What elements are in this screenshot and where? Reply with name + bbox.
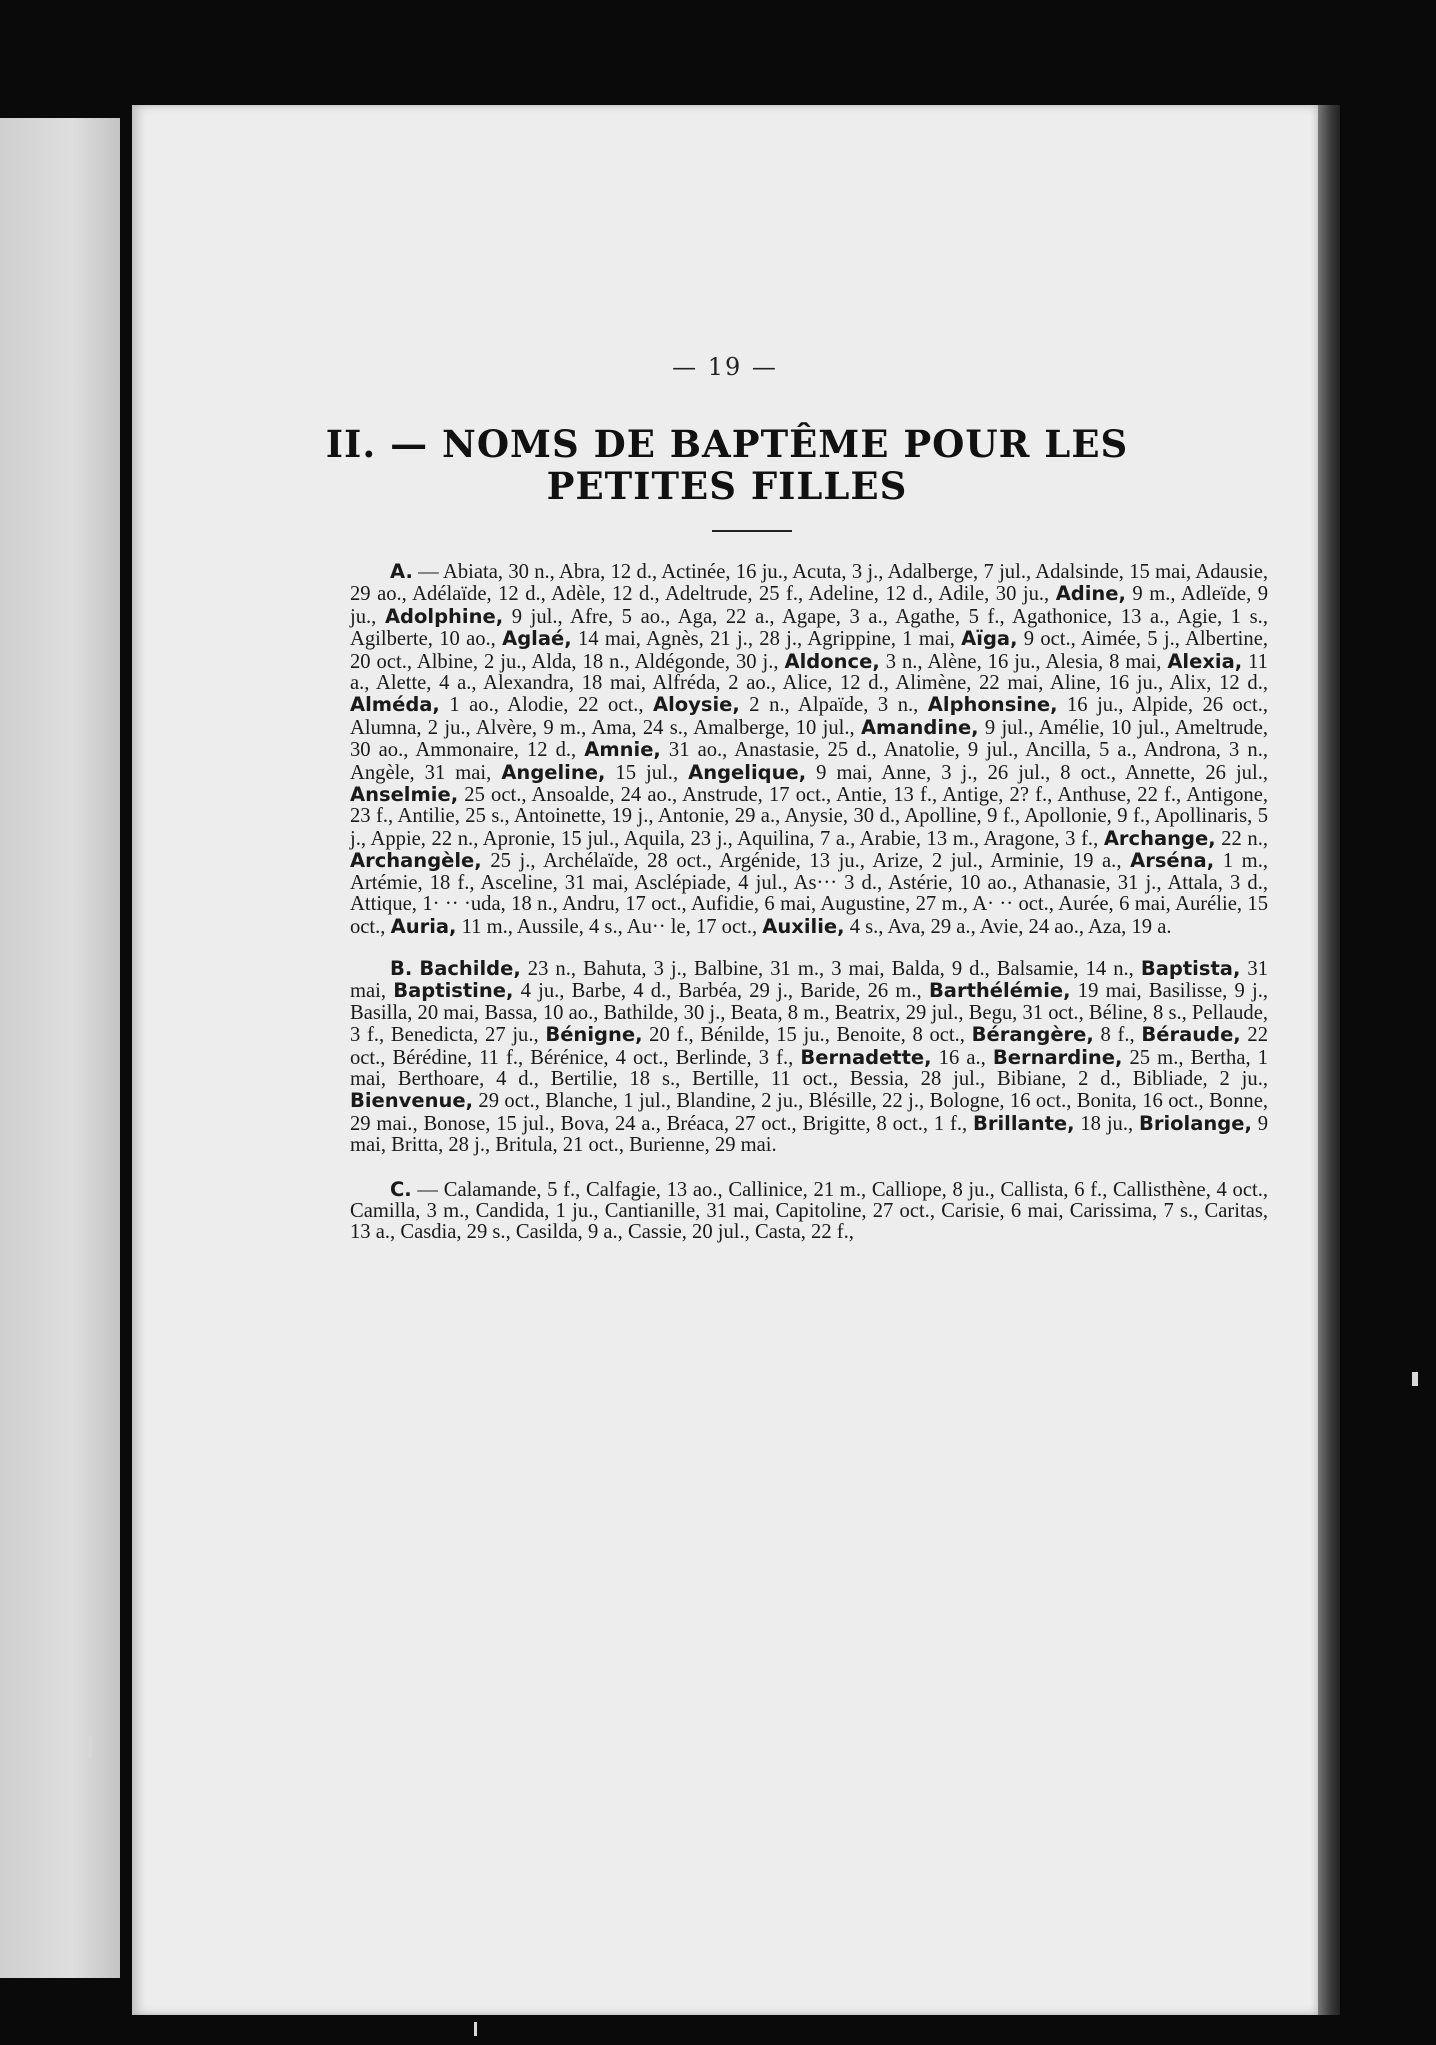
highlighted-name: Archangèle,: [350, 849, 482, 873]
highlighted-name: Briolange,: [1138, 1111, 1252, 1135]
highlighted-name: Auxilie,: [762, 914, 845, 938]
highlighted-name: Alméda,: [350, 693, 440, 717]
highlighted-name: Baptistine,: [393, 979, 514, 1003]
entry-text: 22 oct., Bérédine, 11 f., Bérénice, 4 oct., Berlinde, 3 f.,: [350, 1024, 1268, 1069]
entry-text: 9 jul., Afre, 5 ao., Aga, 22 a., Agape, 3 a., Agathe, 5 f., Agathonice, 13 a., Agie, 1 s., Agilberte, 10 ao.,: [350, 605, 1268, 651]
section-letter: C.: [390, 1177, 412, 1201]
highlighted-name: Amandine,: [860, 715, 979, 739]
entry-text: 4 s., Ava, 29 a., Avie, 24 ao., Aza, 19 a.: [844, 915, 1172, 938]
entry-text: 9 jul., Amélie, 10 jul., Ameltrude, 30 ao., Ammonaire, 12 d.,: [350, 716, 1268, 762]
highlighted-name: Baptista,: [1140, 956, 1241, 980]
entry-text: 25 oct., Ansoalde, 24 ao., Anstrude, 17 oct., Antie, 13 f., Antige, 2? f., Anthuse, 22 f., Antigone, 23 f., Antilie, 25 s., Antoinette, 19 j., Antonie, 29 a., Anysie, 30 d., Apolline, 9 f., Apollonie, 9 f., Apollinaris, 5 j., Appie, 22 n., Apronie, 15 jul., Aquila, 23 j., Aquilina, 7 a., Arabie, 13 m., Aragone, 3 f.,: [350, 784, 1268, 850]
highlighted-name: Béraude,: [1141, 1023, 1241, 1047]
highlighted-name: Aldonce,: [784, 649, 880, 673]
entry-text: 18 ju.,: [1074, 1112, 1139, 1135]
entry-text: 9 m., Adleïde, 9 ju.,: [350, 583, 1268, 628]
highlighted-name: Bernardine,: [992, 1045, 1123, 1069]
entry-text: 1 m., Artémie, 18 f., Asceline, 31 mai, Asclépiade, 4 jul., As··· 3 d., Astérie, 10 ao., Athanasie, 31 j., Attala, 3 d., Attique, 1· ·· ·uda, 18 n., Andru, 17 oct., Aufidie, 6 mai, Augustine, 27 m., A· ·· oct., Aurée, 6 mai, Aurélie, 15 oct.,: [350, 850, 1268, 938]
facing-page-edge: [0, 118, 120, 1978]
entry-text: 29 oct., Blanche, 1 jul., Blandine, 2 ju., Blésille, 22 j., Bologne, 16 oct., Bonita, 16 oct., Bonne, 29 mai., Bonose, 15 jul., Bova, 24 a., Bréaca, 27 oct., Brigitte, 8 oct., 1 f.,: [350, 1090, 1268, 1135]
highlighted-name: Adine,: [1055, 582, 1126, 606]
section-lead: —: [411, 1178, 444, 1201]
highlighted-name: Alexia,: [1167, 649, 1243, 673]
entry-text: 16 ju., Alpide, 26 oct., Alumna, 2 ju., Alvère, 9 m., Ama, 24 s., Amalberge, 10 jul.,: [350, 694, 1269, 739]
entry-text: 1 ao., Alodie, 22 oct.,: [439, 694, 653, 717]
section-c: [350, 1179, 1268, 1244]
highlighted-name: Archange,: [1103, 826, 1216, 850]
entry-text: 9 mai, Anne, 3 j., 26 jul., 8 oct., Annette, 26 jul.,: [806, 761, 1268, 784]
highlighted-name: Auria,: [390, 914, 457, 938]
highlighted-name: Aïga,: [961, 627, 1018, 651]
highlighted-name: Bénigne,: [545, 1023, 643, 1047]
entry-text: 8 f.,: [1093, 1024, 1142, 1047]
scan-speck: [474, 2022, 477, 2036]
section-b: [350, 958, 1268, 1157]
entry-text: 25 m., Bertha, 1 mai, Berthoare, 4 d., Bertilie, 18 s., Bertille, 11 oct., Bessia, 28 jul., Bibiane, 2 d., Bibliade, 2 ju.,: [350, 1046, 1268, 1090]
entry-text: 3 n., Alène, 16 ju., Alesia, 8 mai,: [879, 650, 1168, 673]
highlighted-name: Arséna,: [1130, 849, 1215, 873]
entry-text: 9 mai, Britta, 28 j., Britula, 21 oct., Burienne, 29 mai.: [350, 1112, 1268, 1157]
entry-text: Abiata, 30 n., Abra, 12 d., Actinée, 16 ju., Acuta, 3 j., Adalberge, 7 jul., Adalsinde, 15 mai, Adausie, 29 ao., Adélaïde, 12 d., Adèle, 12 d., Adeltrude, 25 f., Adeline, 12 d., Adile, 30 ju.,: [350, 561, 1268, 606]
entry-text: 31 ao., Anastasie, 25 d., Anatolie, 9 jul., Ancilla, 5 a., Androna, 3 n., Angèle, 31 mai,: [350, 739, 1268, 784]
scan-speck: [1412, 1372, 1418, 1386]
entry-text: 22 n.,: [1215, 827, 1269, 850]
highlighted-name: Bérangère,: [971, 1023, 1094, 1047]
highlighted-name: Bienvenue,: [350, 1089, 473, 1113]
highlighted-name: Aglaé,: [502, 627, 572, 651]
entry-text: 25 j., Archélaïde, 28 oct., Argénide, 13 ju., Arize, 2 jul., Arminie, 19 a.,: [481, 850, 1131, 873]
section-lead: —: [412, 561, 443, 583]
book-page: [132, 105, 1318, 2015]
highlighted-name: Angelique,: [688, 760, 807, 784]
entry-text: 15 jul.,: [605, 761, 689, 784]
entry-text: 14 mai, Agnès, 21 j., 28 j., Agrippine, 1 mai,: [571, 628, 962, 651]
entry-text: 2 n., Alpaïde, 3 n.,: [739, 694, 928, 717]
page-number: — 19 —: [672, 353, 778, 381]
section-letter: B.: [390, 956, 413, 980]
entry-text: 23 n., Bahuta, 3 j., Balbine, 31 m., 3 mai, Balda, 9 d., Balsamie, 14 n.,: [520, 957, 1141, 980]
highlighted-name: Angeline,: [501, 760, 606, 784]
scan-speck: [88, 1736, 92, 1758]
highlighted-name: Bachilde,: [419, 956, 521, 980]
entry-text: 19 mai, Basilisse, 9 j., Basilla, 20 mai, Bassa, 10 ao., Bathilde, 30 j., Beata, 8 m., Beatrix, 29 jul., Begu, 31 oct., Béline, 8 s., Pellaude, 3 f., Benedicta, 27 ju.,: [350, 980, 1268, 1047]
section-a: [350, 561, 1268, 938]
entry-text: 11 m., Aussile, 4 s., Au·· le, 17 oct.,: [456, 915, 763, 938]
entry-text: 31 mai,: [350, 957, 1268, 1003]
section-letter: A.: [390, 560, 413, 583]
entry-text: 20 f., Bénilde, 15 ju., Benoite, 8 oct.,: [642, 1024, 972, 1047]
highlighted-name: Barthélémie,: [928, 979, 1071, 1003]
heading-divider: [712, 530, 792, 532]
entry-text: 4 ju., Barbe, 4 d., Barbéa, 29 j., Baride, 26 m.,: [513, 980, 929, 1003]
entry-text: 9 oct., Aimée, 5 j., Albertine, 20 oct., Albine, 2 ju., Alda, 18 n., Aldégonde, 30 j.,: [350, 628, 1268, 673]
highlighted-name: Amnie,: [584, 738, 661, 762]
highlighted-name: Anselmie,: [350, 783, 459, 807]
highlighted-name: Alphonsine,: [927, 693, 1058, 717]
highlighted-name: Brillante,: [973, 1111, 1075, 1135]
chapter-heading: [312, 423, 1142, 507]
highlighted-name: Adolphine,: [384, 604, 504, 628]
chapter-heading-line-1: II. — NOMS DE BAPTÊME POUR LES: [325, 422, 1129, 466]
entry-text: 11 a., Alette, 4 a., Alexandra, 18 mai, Alfréda, 2 ao., Alice, 12 d., Alimène, 22 mai, Aline, 16 ju., Alix, 12 d.,: [350, 650, 1268, 695]
highlighted-name: Bernadette,: [800, 1045, 932, 1069]
chapter-heading-line-2: PETITES FILLES: [546, 464, 908, 508]
entry-text: 16 a.,: [931, 1046, 993, 1069]
highlighted-name: Aloysie,: [653, 693, 740, 717]
entry-text: Calamande, 5 f., Calfagie, 13 ao., Callinice, 21 m., Calliope, 8 ju., Callista, 6 f., Callisthène, 4 oct., Camilla, 3 m., Candida, 1 ju., Cantianille, 31 mai, Capitoline, 27 oct., Carisie, 6 mai, Carissima, 7 s., Caritas, 13 a., Casdia, 29 s., Casilda, 9 a., Cassie, 20 jul., Casta, 22 f.,: [350, 1178, 1268, 1244]
name-list: [350, 561, 1268, 1264]
